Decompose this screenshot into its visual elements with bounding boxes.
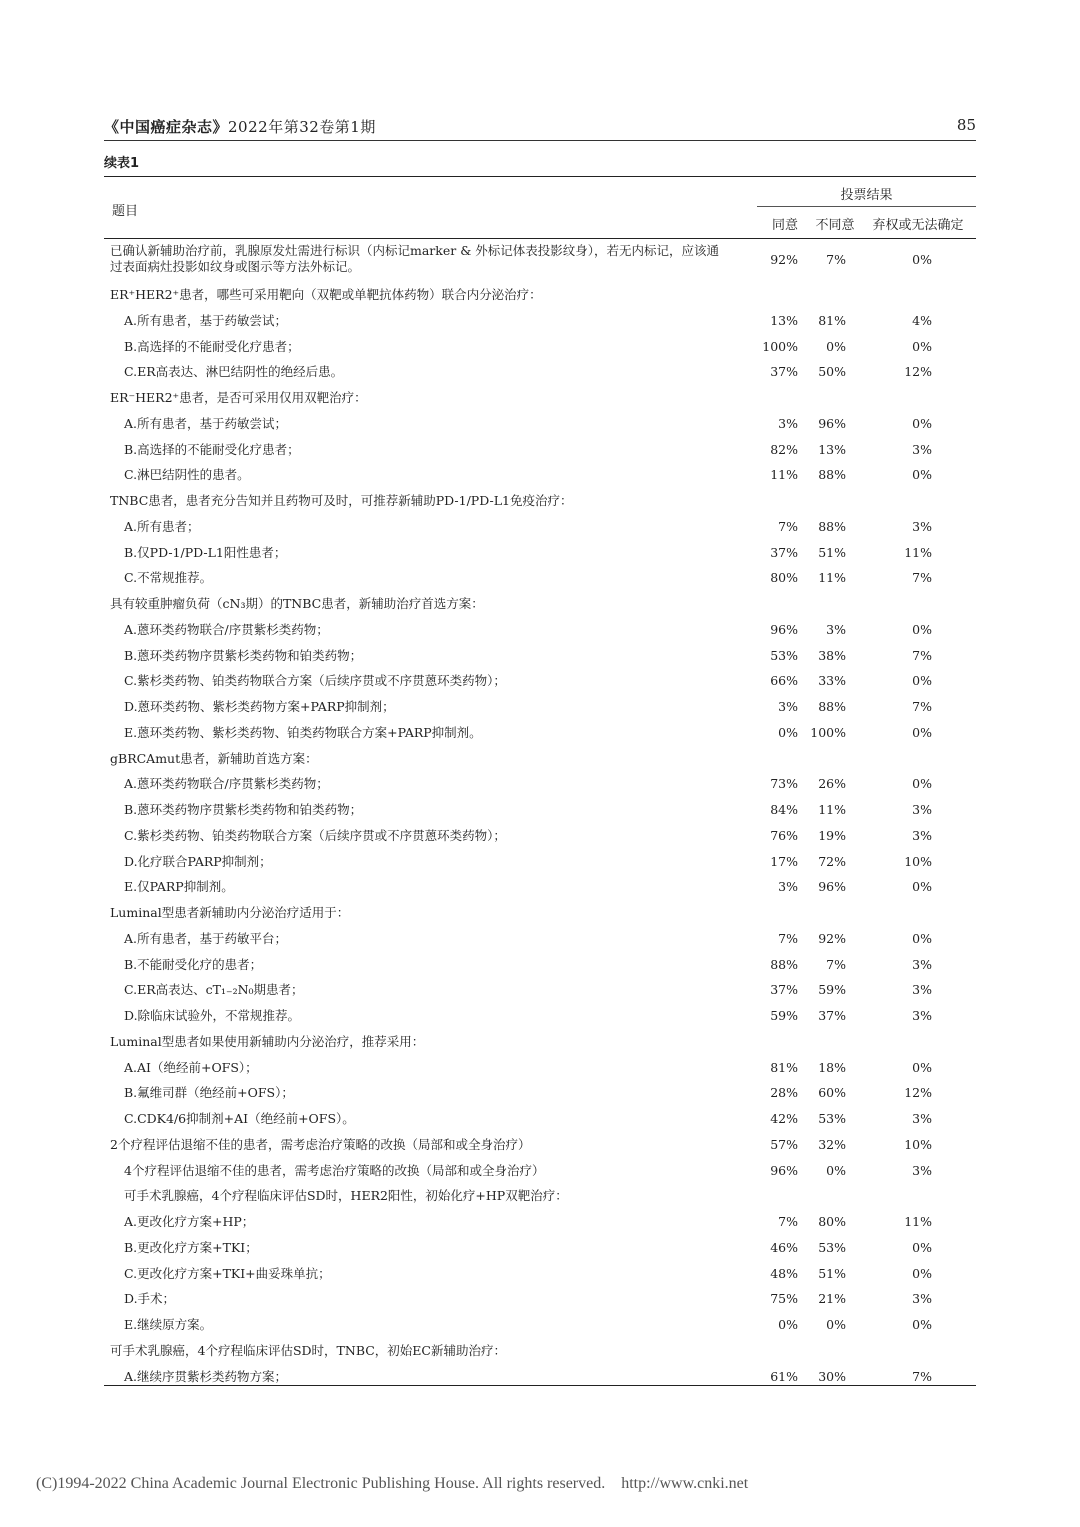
disagree-value: 3%: [826, 621, 846, 637]
abstain-value: 0%: [912, 467, 932, 483]
agree-value: 59%: [770, 1008, 798, 1023]
abstain-value: 0%: [912, 776, 932, 792]
row-label: C.紫杉类药物、铂类药物联合方案（后续序贯或不序贯蒽环类药物）；: [124, 827, 506, 843]
agree-value: 0%: [778, 724, 798, 740]
agree-value: 75%: [770, 1291, 798, 1307]
disagree-value: 18%: [818, 1059, 846, 1075]
footer-copyright: (C)1994-2022 China Academic Journal Electronic Publishing House. All rights reserved.: [36, 1475, 606, 1492]
journal-issue: 2022年第32卷第1期: [228, 118, 376, 136]
abstain-value: 3%: [912, 982, 932, 998]
disagree-value: 32%: [818, 1136, 846, 1152]
abstain-value: 4%: [912, 312, 932, 328]
disagree-value: 88%: [818, 467, 846, 483]
agree-value: 37%: [770, 982, 798, 998]
disagree-value: 51%: [818, 544, 846, 560]
column-header-vote-results: 投票结果: [840, 188, 893, 203]
row-label: E.仅PARP抑制剂。: [124, 879, 234, 895]
abstain-value: 3%: [912, 1008, 932, 1023]
abstain-value: 3%: [912, 441, 932, 457]
abstain-value: 0%: [912, 252, 932, 267]
row-label: C.紫杉类药物、铂类药物联合方案（后续序贯或不序贯蒽环类药物）；: [124, 673, 506, 689]
agree-value: 96%: [770, 621, 798, 637]
abstain-value: 10%: [904, 1136, 932, 1152]
agree-value: 48%: [770, 1265, 798, 1281]
disagree-value: 0%: [826, 1317, 846, 1332]
agree-value: 7%: [778, 518, 798, 534]
row-label: D.蒽环类药物、紫杉类药物方案+PARP抑制剂；: [124, 699, 395, 714]
group-header-rule: [757, 206, 976, 207]
agree-value: 96%: [770, 1162, 798, 1178]
column-header-agree: 同意: [771, 218, 798, 233]
agree-value: 53%: [770, 647, 798, 663]
abstain-value: 7%: [912, 647, 932, 663]
disagree-value: 38%: [818, 647, 846, 663]
row-label: B.氟维司群（绝经前+OFS）；: [124, 1085, 294, 1101]
agree-value: 17%: [770, 853, 798, 869]
disagree-value: 21%: [818, 1291, 846, 1307]
disagree-value: 59%: [818, 982, 846, 998]
row-label: ER⁺HER2⁺患者，哪些可采用靶向（双靶或单靶抗体药物）联合内分泌治疗：: [110, 287, 542, 302]
abstain-value: 7%: [912, 570, 932, 586]
disagree-value: 11%: [818, 802, 846, 817]
abstain-value: 0%: [912, 879, 932, 895]
table-header-rule: [104, 238, 976, 239]
disagree-value: 7%: [826, 956, 846, 972]
row-label: B.高选择的不能耐受化疗患者；: [124, 441, 300, 457]
row-label: A.所有患者；: [124, 518, 200, 534]
agree-value: 0%: [778, 1317, 798, 1332]
agree-value: 66%: [770, 673, 798, 689]
page-footer: [36, 1475, 748, 1493]
agree-value: 84%: [770, 802, 798, 817]
row-label: B.不能耐受化疗的患者；: [124, 956, 263, 972]
row-label: A.所有患者，基于药敏尝试；: [124, 312, 288, 328]
disagree-value: 88%: [818, 699, 846, 714]
row-label: D.化疗联合PARP抑制剂；: [124, 853, 272, 869]
abstain-value: 3%: [912, 1162, 932, 1178]
abstain-value: 0%: [912, 673, 932, 689]
row-label: C.更改化疗方案+TKI+曲妥珠单抗；: [124, 1265, 331, 1281]
column-header-abstain: 弃权或无法确定: [872, 218, 964, 233]
table-bottom-rule: [104, 1385, 976, 1386]
agree-value: 11%: [770, 467, 798, 483]
abstain-value: 0%: [912, 1059, 932, 1075]
abstain-value: 0%: [912, 415, 932, 431]
row-label: B.蒽环类药物序贯紫杉类药物和铂类药物；: [124, 802, 363, 817]
row-label: C.ER高表达、淋巴结阴性的绝经后患。: [124, 364, 344, 380]
disagree-value: 92%: [818, 930, 846, 946]
agree-value: 46%: [770, 1239, 798, 1255]
row-label: A.AI（绝经前+OFS）；: [124, 1059, 258, 1075]
table-caption: 续表1: [104, 156, 140, 171]
disagree-value: 53%: [818, 1111, 846, 1126]
agree-value: 92%: [770, 252, 798, 267]
row-label: 具有较重肿瘤负荷（cN₃期）的TNBC患者，新辅助治疗首选方案：: [110, 596, 484, 611]
row-label: 可手术乳腺癌，4个疗程临床评估SD时，HER2阳性，初始化疗+HP双靶治疗：: [124, 1188, 568, 1204]
agree-value: 3%: [778, 879, 798, 895]
disagree-value: 96%: [818, 415, 846, 431]
disagree-value: 19%: [818, 827, 846, 843]
row-label: 已确认新辅助治疗前，乳腺原发灶需进行标识（内标记marker & 外标记体表投影纹身），若无内标记，应该通过表面病灶投影如纹身或图示等方法外标记。: [110, 243, 720, 274]
disagree-value: 37%: [818, 1008, 846, 1023]
abstain-value: 12%: [904, 364, 932, 380]
disagree-value: 0%: [826, 338, 846, 354]
abstain-value: 12%: [904, 1085, 932, 1101]
agree-value: 42%: [770, 1111, 798, 1126]
column-header-topic: 题目: [112, 204, 139, 219]
agree-value: 57%: [770, 1136, 798, 1152]
row-label: E.继续原方案。: [124, 1317, 213, 1332]
agree-value: 82%: [770, 441, 798, 457]
agree-value: 88%: [770, 956, 798, 972]
agree-value: 73%: [770, 776, 798, 792]
agree-value: 13%: [770, 312, 798, 328]
agree-value: 61%: [770, 1368, 798, 1384]
abstain-value: 7%: [912, 699, 932, 714]
row-label: A.所有患者，基于药敏尝试；: [124, 415, 288, 431]
row-label: B.高选择的不能耐受化疗患者；: [124, 338, 300, 354]
disagree-value: 96%: [818, 879, 846, 895]
abstain-value: 0%: [912, 930, 932, 946]
disagree-value: 51%: [818, 1265, 846, 1281]
abstain-value: 3%: [912, 1291, 932, 1307]
disagree-value: 88%: [818, 518, 846, 534]
agree-value: 37%: [770, 364, 798, 380]
abstain-value: 11%: [904, 544, 932, 560]
row-label: C.CDK4/6抑制剂+AI（绝经前+OFS）。: [124, 1111, 355, 1126]
abstain-value: 10%: [904, 853, 932, 869]
row-label: E.蒽环类药物、紫杉类药物、铂类药物联合方案+PARP抑制剂。: [124, 724, 482, 740]
disagree-value: 26%: [818, 776, 846, 792]
row-label: 4个疗程评估退缩不佳的患者，需考虑治疗策略的改换（局部和或全身治疗）: [124, 1162, 545, 1178]
row-label: C.不常规推荐。: [124, 570, 213, 586]
abstain-value: 0%: [912, 338, 932, 354]
agree-value: 76%: [770, 827, 798, 843]
disagree-value: 13%: [818, 441, 846, 457]
disagree-value: 72%: [818, 853, 846, 869]
journal-name: 《中国癌症杂志》: [104, 118, 229, 136]
disagree-value: 50%: [818, 364, 846, 380]
row-label: A.更改化疗方案+HP；: [124, 1214, 255, 1229]
disagree-value: 100%: [810, 724, 846, 740]
disagree-value: 81%: [818, 312, 846, 328]
row-label: 可手术乳腺癌，4个疗程临床评估SD时，TNBC，初始EC新辅助治疗：: [110, 1342, 506, 1358]
disagree-value: 7%: [826, 252, 846, 267]
disagree-value: 60%: [818, 1085, 846, 1101]
disagree-value: 11%: [818, 570, 846, 586]
table-top-rule: [104, 176, 976, 177]
row-label: gBRCAmut患者，新辅助首选方案：: [110, 750, 318, 766]
abstain-value: 0%: [912, 1265, 932, 1281]
abstain-value: 0%: [912, 1317, 932, 1332]
row-label: B.仅PD-1/PD-L1阳性患者；: [124, 544, 287, 560]
agree-value: 100%: [762, 338, 798, 354]
row-label: D.除临床试验外，不常规推荐。: [124, 1008, 301, 1023]
abstain-value: 3%: [912, 956, 932, 972]
row-label: A.继续序贯紫杉类药物方案；: [124, 1368, 288, 1384]
row-label: Luminal型患者如果使用新辅助内分泌治疗，推荐采用：: [110, 1033, 425, 1049]
agree-value: 81%: [770, 1059, 798, 1075]
column-header-disagree: 不同意: [815, 218, 855, 233]
agree-value: 37%: [770, 544, 798, 560]
agree-value: 7%: [778, 1214, 798, 1229]
disagree-value: 33%: [818, 673, 846, 689]
agree-value: 28%: [770, 1085, 798, 1101]
abstain-value: 3%: [912, 1111, 932, 1126]
running-header: [104, 116, 976, 141]
row-label: TNBC患者，患者充分告知并且药物可及时，可推荐新辅助PD-1/PD-L1免疫治疗：: [110, 493, 573, 508]
agree-value: 7%: [778, 930, 798, 946]
abstain-value: 3%: [912, 827, 932, 843]
row-label: A.蒽环类药物联合/序贯紫杉类药物；: [124, 621, 329, 637]
abstain-value: 0%: [912, 621, 932, 637]
row-label: B.更改化疗方案+TKI；: [124, 1239, 258, 1255]
abstain-value: 3%: [912, 802, 932, 817]
disagree-value: 30%: [818, 1368, 846, 1384]
row-label: C.淋巴结阴性的患者。: [124, 467, 250, 483]
row-label: Luminal型患者新辅助内分泌治疗适用于：: [110, 905, 350, 920]
abstain-value: 7%: [912, 1368, 932, 1384]
agree-value: 3%: [778, 415, 798, 431]
disagree-value: 0%: [826, 1162, 846, 1178]
abstain-value: 3%: [912, 518, 932, 534]
row-label: D.手术；: [124, 1291, 176, 1307]
abstain-value: 0%: [912, 724, 932, 740]
journal-citation: [104, 116, 376, 137]
agree-value: 3%: [778, 699, 798, 714]
disagree-value: 53%: [818, 1239, 846, 1255]
row-label: B.蒽环类药物序贯紫杉类药物和铂类药物；: [124, 647, 363, 663]
abstain-value: 11%: [904, 1214, 932, 1229]
page-number: 85: [956, 116, 976, 134]
row-label: C.ER高表达、cT₁₋₂N₀期患者；: [124, 982, 304, 998]
row-label: 2个疗程评估退缩不佳的患者，需考虑治疗策略的改换（局部和或全身治疗）: [110, 1136, 531, 1152]
agree-value: 80%: [770, 570, 798, 586]
row-label: A.所有患者，基于药敏平台；: [124, 930, 288, 946]
row-label: A.蒽环类药物联合/序贯紫杉类药物；: [124, 776, 329, 792]
abstain-value: 0%: [912, 1239, 932, 1255]
row-label: ER⁻HER2⁺患者，是否可采用仅用双靶治疗：: [110, 390, 367, 405]
disagree-value: 80%: [818, 1214, 846, 1229]
footer-url: http://www.cnki.net: [621, 1475, 749, 1492]
